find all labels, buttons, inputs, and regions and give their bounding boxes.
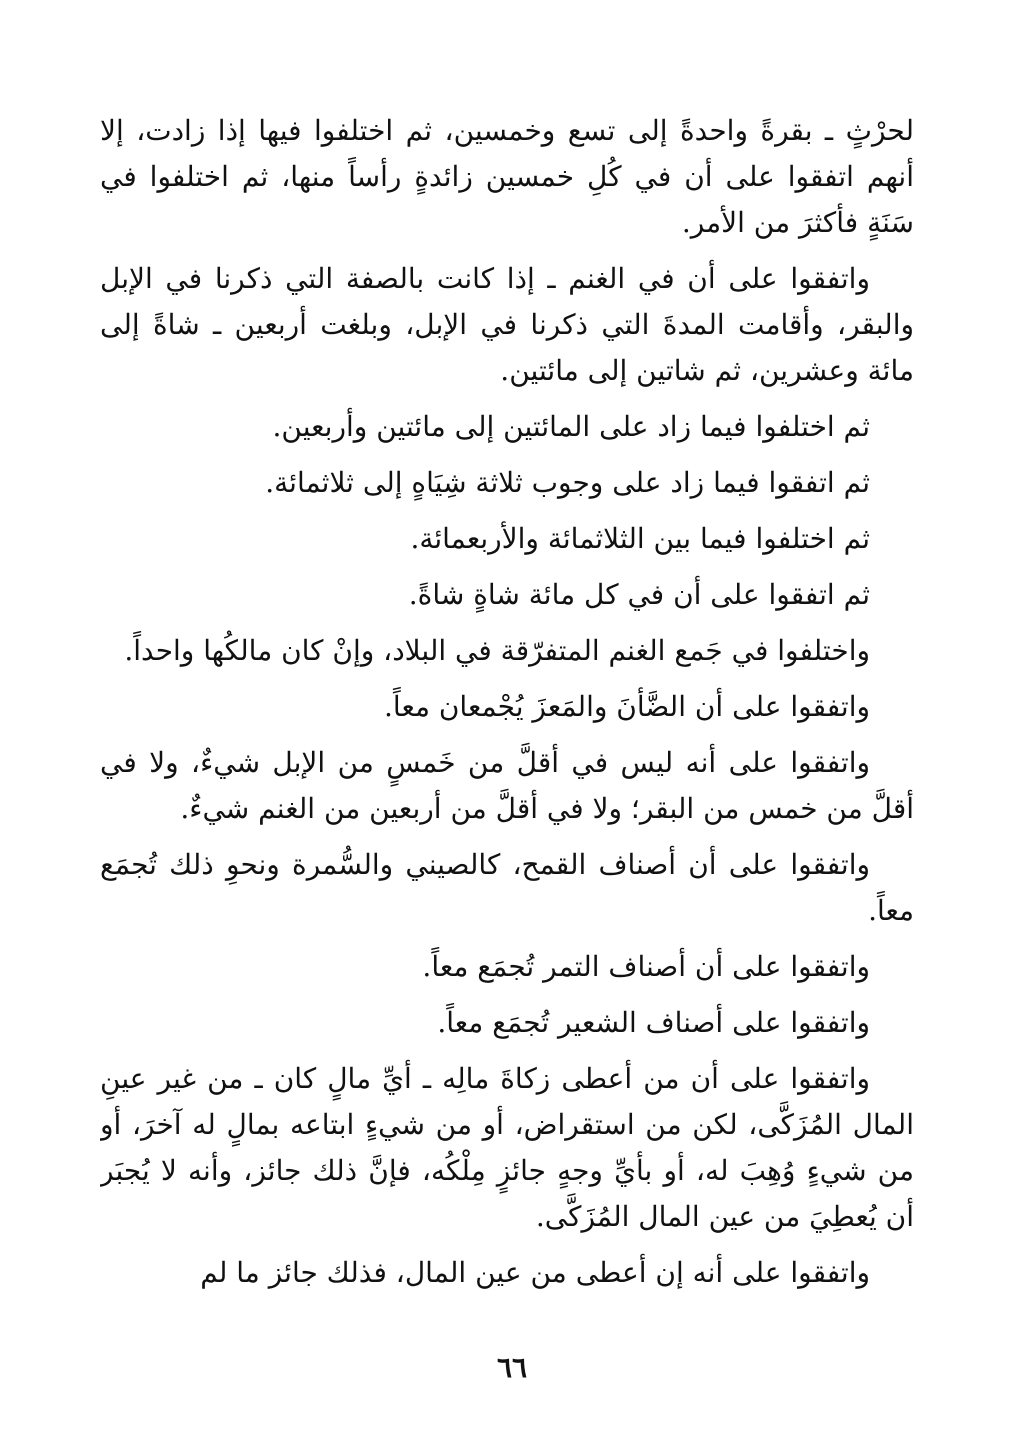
paragraph-11: واتفقوا على أن أصناف التمر تُجمَع معاً. — [422, 950, 870, 983]
paragraph-5: ثم اختلفوا فيما بين الثلاثمائة والأربعمائة. — [410, 522, 870, 555]
paragraph-7: واختلفوا في جَمع الغنم المتفرّقة في البلاد، وإنْ كان مالكُها واحداً. — [124, 634, 870, 667]
page-number: ٦٦ — [496, 1351, 528, 1384]
paragraph-13: واتفقوا على أن من أعطى زكاةَ مالِه ـ أيِّ مالٍ كان ـ من غير عينِ المال المُزَكَّى، لكن من استقراض، أو من شيءٍ ابتاعه بمالٍ له آخرَ، أو من شيءٍ وُهِبَ له، أو بأيِّ وجهٍ جائزٍ مِلْكُه، فإنَّ ذلك جائز، وأنه لا يُجبَر أن يُعطِيَ من عين المال المُزَكَّى. — [100, 1062, 914, 1233]
paragraph-14: واتفقوا على أنه إن أعطى من عين المال، فذلك جائز ما لم — [200, 1256, 870, 1289]
paragraph-1: لحرْثٍ ـ بقرةً واحدةً إلى تسع وخمسين، ثم اختلفوا فيها إذا زادت، إلا أنهم اتفقوا على أن في كُلِ خمسين زائدةٍ رأساً منها، ثم اختلفوا في سَنَةٍ فأكثرَ من الأمر. — [100, 114, 914, 239]
paragraph-6: ثم اتفقوا على أن في كل مائة شاةٍ شاةً. — [408, 578, 870, 611]
paragraph-10: واتفقوا على أن أصناف القمح، كالصيني والسُّمرة ونحوِ ذلك تُجمَع معاً. — [100, 848, 914, 927]
paragraph-4: ثم اتفقوا فيما زاد على وجوب ثلاثة شِيَاهٍ إلى ثلاثمائة. — [265, 466, 870, 499]
page-body — [100, 108, 914, 1348]
paragraph-2: واتفقوا على أن في الغنم ـ إذا كانت بالصفة التي ذكرنا في الإبل والبقر، وأقامت المدةَ التي ذكرنا في الإبل، وبلغت أربعين ـ شاةً إلى مائة وعشرين، ثم شاتين إلى مائتين. — [100, 262, 914, 387]
paragraph-8: واتفقوا على أن الضَّأنَ والمَعزَ يُجْمعان معاً. — [384, 690, 870, 723]
paragraph-12: واتفقوا على أصناف الشعير تُجمَع معاً. — [437, 1006, 870, 1039]
paragraph-9: واتفقوا على أنه ليس في أقلَّ من خَمسٍ من الإبل شيءٌ، ولا في أقلَّ من خمس من البقر؛ ولا في أقلَّ من أربعين من الغنم شيءٌ. — [100, 746, 914, 825]
paragraph-3: ثم اختلفوا فيما زاد على المائتين إلى مائتين وأربعين. — [272, 410, 870, 443]
